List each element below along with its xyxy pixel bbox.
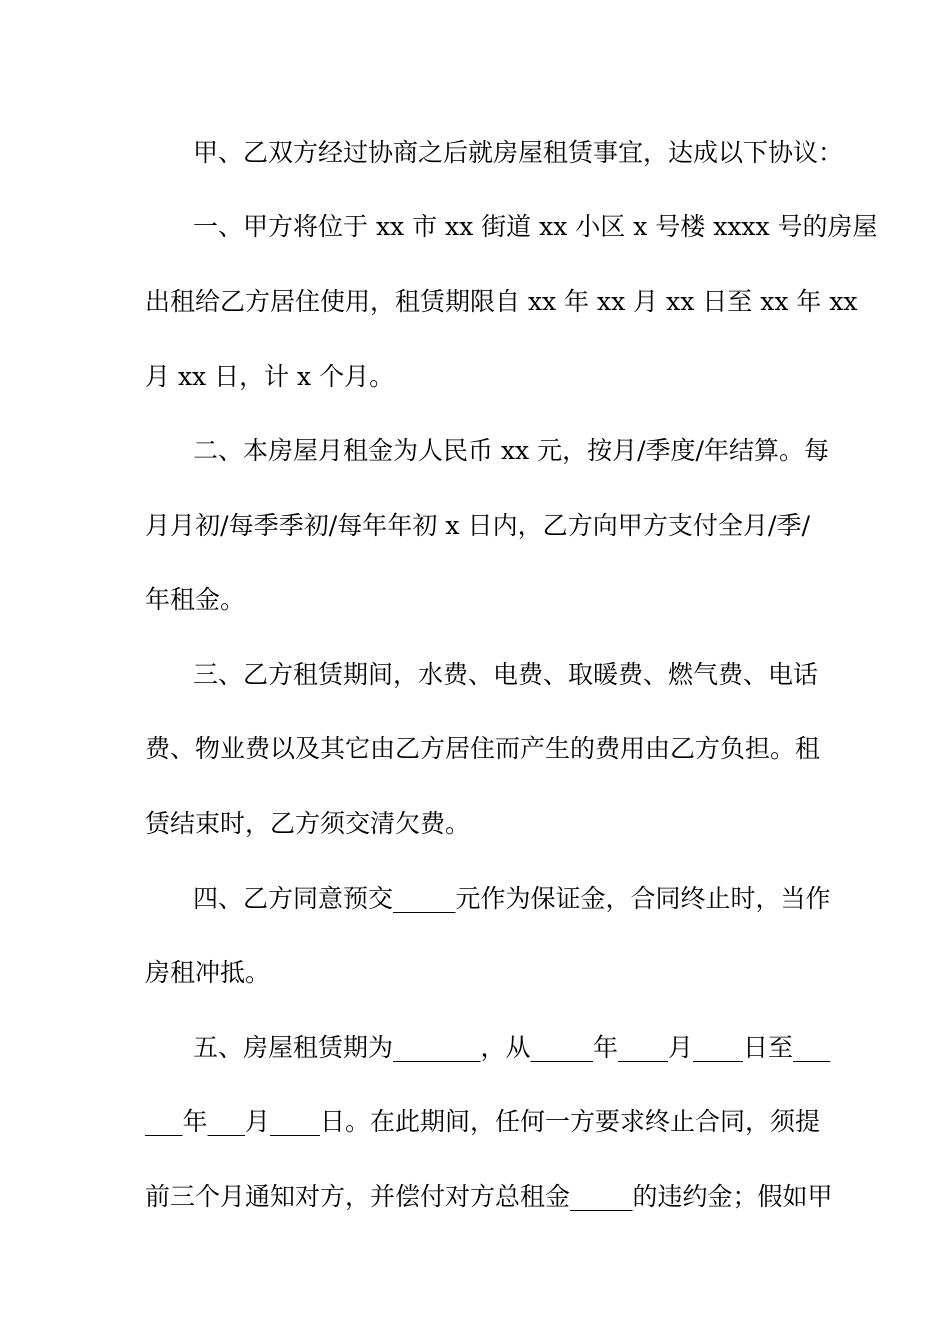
- text-line: 月 xx 日，计 x 个月。: [145, 362, 395, 391]
- text-line: 前三个月通知对方，并偿付对方总租金_____的违约金；假如甲: [145, 1182, 833, 1211]
- text-line: 房租冲抵。: [145, 958, 271, 987]
- text-line: 出租给乙方居住使用，租赁期限自 xx 年 xx 月 xx 日至 xx 年 xx: [145, 287, 858, 316]
- text-line: 甲、乙双方经过协商之后就房屋租赁事宜，达成以下协议：: [193, 138, 844, 167]
- text-line: 赁结束时，乙方须交清欠费。: [145, 809, 471, 838]
- text-line: 月月初/每季季初/每年年初 x 日内，乙方向甲方支付全月/季/: [145, 511, 810, 540]
- text-line: 二、本房屋月租金为人民币 xx 元，按月/季度/年结算。每: [193, 436, 829, 465]
- text-line: 费、物业费以及其它由乙方居住而产生的费用由乙方负担。租: [145, 734, 821, 763]
- text-line: 四、乙方同意预交_____元作为保证金，合同终止时，当作: [193, 884, 831, 913]
- text-line: 年租金。: [145, 585, 246, 614]
- text-line: 一、甲方将位于 xx 市 xx 街道 xx 小区 x 号楼 xxxx 号的房屋: [193, 212, 878, 241]
- text-line: ___年___月____日。在此期间，任何一方要求终止合同，须提: [145, 1107, 821, 1136]
- text-line: 三、乙方租赁期间，水费、电费、取暖费、燃气费、电话: [193, 660, 819, 689]
- text-line: 五、房屋租赁期为_______，从_____年____月____日至___: [193, 1033, 831, 1062]
